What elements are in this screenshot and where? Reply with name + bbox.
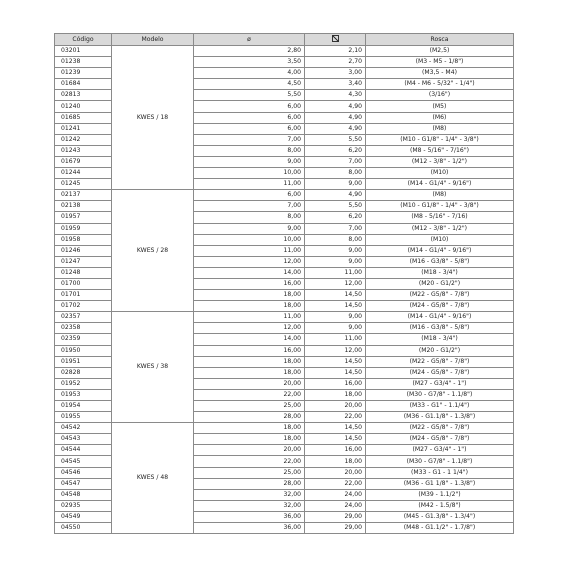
cell-rosca: (M8 - 5/16" - 7/16) bbox=[366, 212, 514, 223]
cell-codigo: 04548 bbox=[55, 489, 112, 500]
cell-codigo: 03201 bbox=[55, 46, 112, 57]
cell-rosca: (M14 - G1/4" - 9/16") bbox=[366, 179, 514, 190]
cell-rosca: (M8 - 5/16" - 7/16") bbox=[366, 145, 514, 156]
cell-wrench-size: 14,50 bbox=[305, 367, 366, 378]
cell-rosca: (M30 - G7/8" - 1.1/8") bbox=[366, 389, 514, 400]
cell-diameter: 32,00 bbox=[194, 500, 305, 511]
cell-wrench-size: 7,00 bbox=[305, 156, 366, 167]
cell-diameter: 28,00 bbox=[194, 412, 305, 423]
cell-codigo: 01700 bbox=[55, 278, 112, 289]
cell-wrench-size: 2,70 bbox=[305, 57, 366, 68]
cell-rosca: (M24 - G5/8" - 7/8") bbox=[366, 301, 514, 312]
cell-diameter: 20,00 bbox=[194, 378, 305, 389]
cell-wrench-size: 24,00 bbox=[305, 489, 366, 500]
cell-rosca: (M22 - G5/8" - 7/8") bbox=[366, 290, 514, 301]
cell-codigo: 01239 bbox=[55, 68, 112, 79]
cell-codigo: 01247 bbox=[55, 256, 112, 267]
cell-wrench-size: 8,00 bbox=[305, 234, 366, 245]
cell-diameter: 28,00 bbox=[194, 478, 305, 489]
cell-diameter: 7,00 bbox=[194, 134, 305, 145]
cell-diameter: 4,50 bbox=[194, 79, 305, 90]
header-row bbox=[55, 34, 514, 46]
cell-codigo: 01954 bbox=[55, 401, 112, 412]
cell-rosca: (M18 - 3/4") bbox=[366, 267, 514, 278]
cell-rosca: (M8) bbox=[366, 190, 514, 201]
cell-codigo: 01684 bbox=[55, 79, 112, 90]
cell-diameter: 6,00 bbox=[194, 112, 305, 123]
cell-wrench-size: 14,50 bbox=[305, 423, 366, 434]
header-diameter: ø bbox=[194, 34, 305, 46]
header-modelo: Modelo bbox=[112, 34, 194, 46]
cell-diameter: 14,00 bbox=[194, 334, 305, 345]
cell-diameter: 18,00 bbox=[194, 290, 305, 301]
cell-wrench-size: 14,50 bbox=[305, 434, 366, 445]
cell-wrench-size: 5,50 bbox=[305, 201, 366, 212]
cell-diameter: 16,00 bbox=[194, 345, 305, 356]
cell-wrench-size: 4,90 bbox=[305, 190, 366, 201]
cell-codigo: 01955 bbox=[55, 412, 112, 423]
cell-wrench-size: 20,00 bbox=[305, 467, 366, 478]
cell-modelo: KWES / 38 bbox=[112, 312, 194, 423]
cell-wrench-size: 9,00 bbox=[305, 245, 366, 256]
cell-diameter: 22,00 bbox=[194, 456, 305, 467]
cell-rosca: (M14 - G1/4" - 9/16") bbox=[366, 245, 514, 256]
cell-wrench-size: 24,00 bbox=[305, 500, 366, 511]
cell-diameter: 18,00 bbox=[194, 301, 305, 312]
table-row bbox=[55, 46, 514, 57]
table-row bbox=[55, 423, 514, 434]
cell-wrench-size: 9,00 bbox=[305, 256, 366, 267]
cell-diameter: 8,00 bbox=[194, 212, 305, 223]
cell-codigo: 01240 bbox=[55, 101, 112, 112]
cell-wrench-size: 22,00 bbox=[305, 478, 366, 489]
cell-codigo: 01243 bbox=[55, 145, 112, 156]
table-body bbox=[55, 46, 514, 534]
cell-wrench-size: 20,00 bbox=[305, 401, 366, 412]
cell-wrench-size: 11,00 bbox=[305, 334, 366, 345]
cell-rosca: (M12 - 3/8" - 1/2") bbox=[366, 156, 514, 167]
cell-codigo: 04547 bbox=[55, 478, 112, 489]
cell-diameter: 20,00 bbox=[194, 445, 305, 456]
cell-codigo: 04542 bbox=[55, 423, 112, 434]
cell-codigo: 01241 bbox=[55, 123, 112, 134]
cell-rosca: (M16 - G3/8" - 5/8") bbox=[366, 256, 514, 267]
cell-rosca: (M10) bbox=[366, 168, 514, 179]
cell-rosca: (M5) bbox=[366, 101, 514, 112]
cell-modelo: KWES / 48 bbox=[112, 423, 194, 534]
header-codigo: Código bbox=[55, 34, 112, 46]
cell-wrench-size: 4,30 bbox=[305, 90, 366, 101]
cell-diameter: 3,50 bbox=[194, 57, 305, 68]
cell-modelo: KWES / 18 bbox=[112, 46, 194, 190]
cell-diameter: 36,00 bbox=[194, 511, 305, 522]
cell-rosca: (M24 - G5/8" - 7/8") bbox=[366, 434, 514, 445]
cell-codigo: 02138 bbox=[55, 201, 112, 212]
cell-diameter: 16,00 bbox=[194, 278, 305, 289]
cell-diameter: 36,00 bbox=[194, 523, 305, 534]
cell-rosca: (M16 - G3/8" - 5/8") bbox=[366, 323, 514, 334]
cell-codigo: 01679 bbox=[55, 156, 112, 167]
cell-codigo: 01952 bbox=[55, 378, 112, 389]
cell-wrench-size: 9,00 bbox=[305, 323, 366, 334]
cell-rosca: (M39 - 1.1/2") bbox=[366, 489, 514, 500]
cell-diameter: 4,00 bbox=[194, 68, 305, 79]
cell-rosca: (M42 - 1.5/8") bbox=[366, 500, 514, 511]
cell-wrench-size: 4,90 bbox=[305, 123, 366, 134]
header-rosca: Rosca bbox=[366, 34, 514, 46]
cell-diameter: 18,00 bbox=[194, 367, 305, 378]
cell-rosca: (M3,5 - M4) bbox=[366, 68, 514, 79]
cell-codigo: 02813 bbox=[55, 90, 112, 101]
wrench-size-icon bbox=[332, 35, 339, 42]
table-row bbox=[55, 190, 514, 201]
cell-rosca: (M36 - G1.1/8" - 1.3/8") bbox=[366, 412, 514, 423]
cell-diameter: 18,00 bbox=[194, 356, 305, 367]
cell-diameter: 14,00 bbox=[194, 267, 305, 278]
cell-wrench-size: 6,20 bbox=[305, 145, 366, 156]
cell-wrench-size: 14,50 bbox=[305, 290, 366, 301]
cell-codigo: 04545 bbox=[55, 456, 112, 467]
cell-rosca: (M22 - G5/8" - 7/8") bbox=[366, 356, 514, 367]
cell-codigo: 01950 bbox=[55, 345, 112, 356]
cell-rosca: (M6) bbox=[366, 112, 514, 123]
cell-diameter: 18,00 bbox=[194, 434, 305, 445]
cell-wrench-size: 16,00 bbox=[305, 378, 366, 389]
cell-codigo: 04544 bbox=[55, 445, 112, 456]
cell-rosca: (M10 - G1/8" - 1/4" - 3/8") bbox=[366, 134, 514, 145]
cell-wrench-size: 12,00 bbox=[305, 345, 366, 356]
cell-rosca: (3/16") bbox=[366, 90, 514, 101]
cell-diameter: 9,00 bbox=[194, 223, 305, 234]
cell-codigo: 01238 bbox=[55, 57, 112, 68]
cell-diameter: 12,00 bbox=[194, 256, 305, 267]
cell-rosca: (M30 - G7/8" - 1.1/8") bbox=[366, 456, 514, 467]
cell-diameter: 25,00 bbox=[194, 467, 305, 478]
cell-codigo: 02359 bbox=[55, 334, 112, 345]
cell-rosca: (M33 - G1 - 1 1/4") bbox=[366, 467, 514, 478]
cell-codigo: 01245 bbox=[55, 179, 112, 190]
cell-codigo: 04550 bbox=[55, 523, 112, 534]
cell-wrench-size: 29,00 bbox=[305, 523, 366, 534]
cell-rosca: (M33 - G1" - 1.1/4") bbox=[366, 401, 514, 412]
cell-rosca: (M36 - G1 1/8" - 1.3/8") bbox=[366, 478, 514, 489]
cell-diameter: 12,00 bbox=[194, 323, 305, 334]
cell-rosca: (M10 - G1/8" - 1/4" - 3/8") bbox=[366, 201, 514, 212]
cell-diameter: 5,50 bbox=[194, 90, 305, 101]
cell-wrench-size: 3,00 bbox=[305, 68, 366, 79]
cell-rosca: (M3 - M5 - 1/8") bbox=[366, 57, 514, 68]
cell-codigo: 01246 bbox=[55, 245, 112, 256]
cell-diameter: 22,00 bbox=[194, 389, 305, 400]
cell-diameter: 25,00 bbox=[194, 401, 305, 412]
cell-diameter: 11,00 bbox=[194, 312, 305, 323]
cell-diameter: 7,00 bbox=[194, 201, 305, 212]
cell-codigo: 01959 bbox=[55, 223, 112, 234]
cell-rosca: (M2,5) bbox=[366, 46, 514, 57]
cell-rosca: (M48 - G1.1/2" - 1.7/8") bbox=[366, 523, 514, 534]
cell-rosca: (M45 - G1.3/8" - 1.3/4") bbox=[366, 511, 514, 522]
cell-codigo: 01702 bbox=[55, 301, 112, 312]
cell-codigo: 04543 bbox=[55, 434, 112, 445]
cell-wrench-size: 16,00 bbox=[305, 445, 366, 456]
cell-rosca: (M24 - G5/8" - 7/8") bbox=[366, 367, 514, 378]
cell-wrench-size: 18,00 bbox=[305, 456, 366, 467]
cell-diameter: 11,00 bbox=[194, 179, 305, 190]
table-row bbox=[55, 312, 514, 323]
cell-wrench-size: 4,90 bbox=[305, 112, 366, 123]
cell-diameter: 18,00 bbox=[194, 423, 305, 434]
header-wrench-size bbox=[305, 34, 366, 46]
cell-wrench-size: 6,20 bbox=[305, 212, 366, 223]
cell-wrench-size: 14,50 bbox=[305, 301, 366, 312]
cell-codigo: 01248 bbox=[55, 267, 112, 278]
cell-rosca: (M20 - G1/2") bbox=[366, 345, 514, 356]
cell-rosca: (M14 - G1/4" - 9/16") bbox=[366, 312, 514, 323]
cell-wrench-size: 9,00 bbox=[305, 312, 366, 323]
cell-diameter: 8,00 bbox=[194, 145, 305, 156]
cell-rosca: (M27 - G3/4" - 1") bbox=[366, 445, 514, 456]
cell-diameter: 32,00 bbox=[194, 489, 305, 500]
cell-codigo: 02828 bbox=[55, 367, 112, 378]
cell-rosca: (M22 - G5/8" - 7/8") bbox=[366, 423, 514, 434]
product-table-container bbox=[54, 33, 513, 534]
cell-wrench-size: 11,00 bbox=[305, 267, 366, 278]
cell-codigo: 04549 bbox=[55, 511, 112, 522]
cell-codigo: 01951 bbox=[55, 356, 112, 367]
cell-wrench-size: 7,00 bbox=[305, 223, 366, 234]
cell-wrench-size: 8,00 bbox=[305, 168, 366, 179]
cell-codigo: 01958 bbox=[55, 234, 112, 245]
cell-diameter: 10,00 bbox=[194, 234, 305, 245]
cell-rosca: (M10) bbox=[366, 234, 514, 245]
cell-wrench-size: 22,00 bbox=[305, 412, 366, 423]
cell-codigo: 02357 bbox=[55, 312, 112, 323]
cell-modelo: KWES / 28 bbox=[112, 190, 194, 312]
cell-codigo: 01685 bbox=[55, 112, 112, 123]
cell-wrench-size: 12,00 bbox=[305, 278, 366, 289]
cell-wrench-size: 9,00 bbox=[305, 179, 366, 190]
cell-rosca: (M18 - 3/4") bbox=[366, 334, 514, 345]
cell-diameter: 10,00 bbox=[194, 168, 305, 179]
cell-diameter: 2,80 bbox=[194, 46, 305, 57]
cell-codigo: 01957 bbox=[55, 212, 112, 223]
cell-codigo: 02137 bbox=[55, 190, 112, 201]
cell-wrench-size: 3,40 bbox=[305, 79, 366, 90]
cell-codigo: 01242 bbox=[55, 134, 112, 145]
cell-codigo: 01953 bbox=[55, 389, 112, 400]
cell-wrench-size: 29,00 bbox=[305, 511, 366, 522]
cell-codigo: 02358 bbox=[55, 323, 112, 334]
cell-rosca: (M20 - G1/2") bbox=[366, 278, 514, 289]
cell-codigo: 02935 bbox=[55, 500, 112, 511]
cell-wrench-size: 2,10 bbox=[305, 46, 366, 57]
cell-diameter: 11,00 bbox=[194, 245, 305, 256]
product-table bbox=[54, 33, 514, 534]
cell-diameter: 6,00 bbox=[194, 101, 305, 112]
cell-wrench-size: 4,90 bbox=[305, 101, 366, 112]
cell-codigo: 01701 bbox=[55, 290, 112, 301]
cell-rosca: (M4 - M6 - 5/32" - 1/4") bbox=[366, 79, 514, 90]
cell-rosca: (M8) bbox=[366, 123, 514, 134]
cell-codigo: 04546 bbox=[55, 467, 112, 478]
cell-wrench-size: 18,00 bbox=[305, 389, 366, 400]
cell-rosca: (M12 - 3/8" - 1/2") bbox=[366, 223, 514, 234]
cell-rosca: (M27 - G3/4" - 1") bbox=[366, 378, 514, 389]
cell-diameter: 6,00 bbox=[194, 190, 305, 201]
cell-wrench-size: 14,50 bbox=[305, 356, 366, 367]
cell-diameter: 9,00 bbox=[194, 156, 305, 167]
cell-wrench-size: 5,50 bbox=[305, 134, 366, 145]
cell-codigo: 01244 bbox=[55, 168, 112, 179]
cell-diameter: 6,00 bbox=[194, 123, 305, 134]
